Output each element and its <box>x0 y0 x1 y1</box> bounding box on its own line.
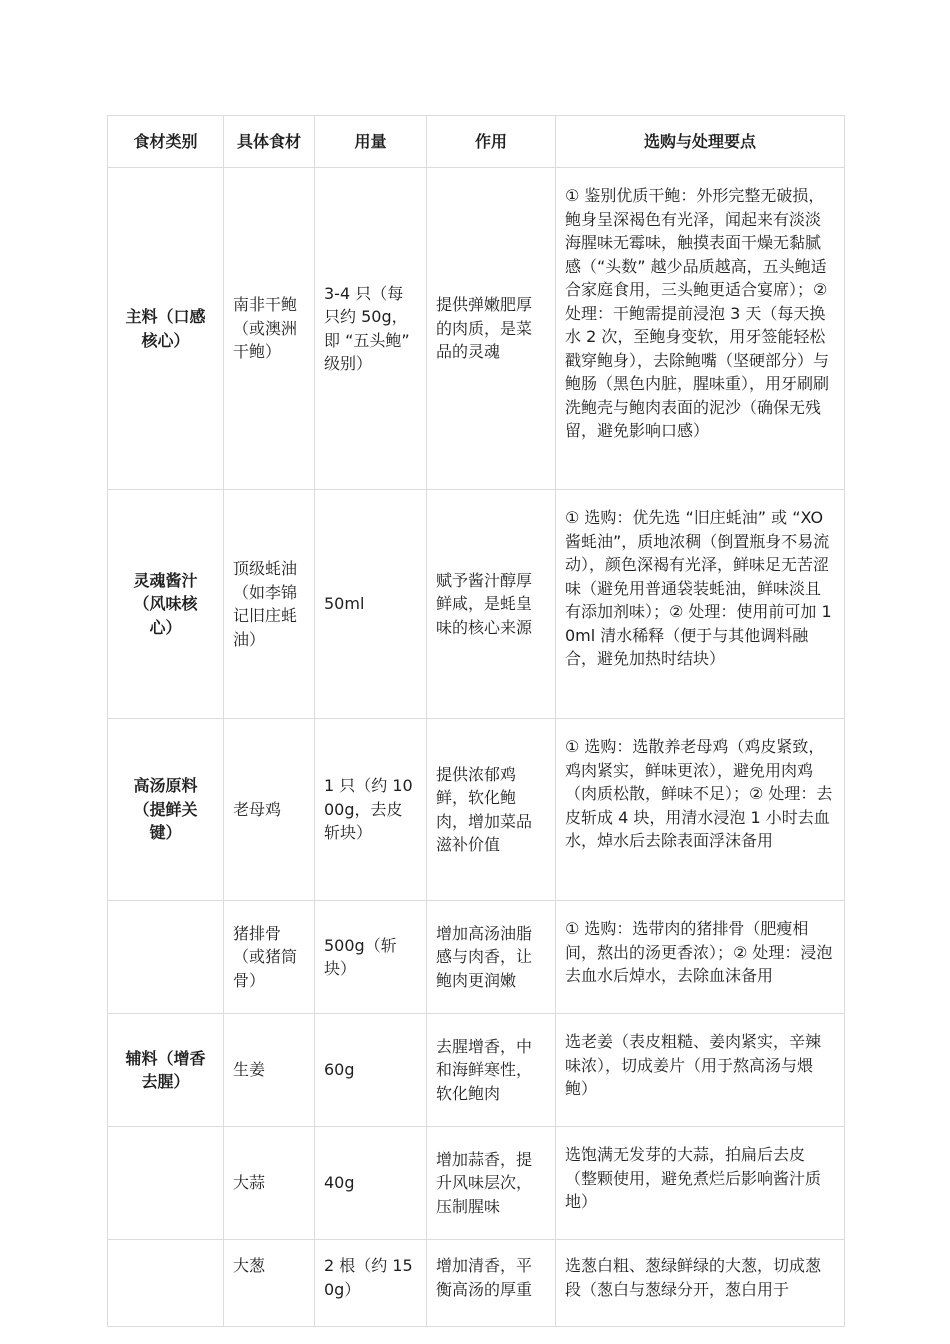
amount-cell: 2 根（约 150g） <box>315 1240 427 1327</box>
table-row <box>108 490 845 719</box>
amount-cell: 500g（斩块） <box>315 901 427 1014</box>
amount-cell: 40g <box>315 1127 427 1240</box>
header-amount: 用量 <box>315 116 427 168</box>
header-category: 食材类别 <box>108 116 224 168</box>
category-cell <box>108 901 224 1014</box>
table-header-row <box>108 116 845 168</box>
amount-cell: 60g <box>315 1014 427 1127</box>
header-ingredient: 具体食材 <box>224 116 315 168</box>
header-role: 作用 <box>427 116 556 168</box>
category-cell: 辅料（增香去腥） <box>108 1014 224 1127</box>
tips-cell: ① 选购：优先选 “旧庄蚝油” 或 “XO 酱蚝油”，质地浓稠（倒置瓶身不易流动），颜色深褐有光泽，鲜味足无苦涩味（避免用普通袋装蚝油，鲜味淡且有添加剂味）；② 处理：使用前可加 10ml 清水稀释（便于与其他调料融合，避免加热时结块） <box>556 490 845 719</box>
role-cell: 提供浓郁鸡鲜，软化鲍肉，增加菜品滋补价值 <box>427 719 556 901</box>
role-cell: 增加蒜香，提升风味层次，压制腥味 <box>427 1127 556 1240</box>
amount-cell: 50ml <box>315 490 427 719</box>
table-row <box>108 719 845 901</box>
ingredient-cell: 南非干鲍（或澳洲干鲍） <box>224 168 315 490</box>
ingredient-cell: 大葱 <box>224 1240 315 1327</box>
table-row <box>108 1014 845 1127</box>
tips-cell: 选饱满无发芽的大蒜，拍扁后去皮（整颗使用，避免煮烂后影响酱汁质地） <box>556 1127 845 1240</box>
tips-cell: ① 鉴别优质干鲍：外形完整无破损，鲍身呈深褐色有光泽，闻起来有淡淡海腥味无霉味，触摸表面干燥无黏腻感（“头数” 越少品质越高，五头鲍适合家庭食用，三头鲍更适合宴席）；② 处理：干鲍需提前浸泡 3 天（每天换水 2 次，至鲍身变软，用牙签能轻松戳穿鲍身），去除鲍嘴（坚硬部分）与鲍肠（黑色内脏，腥味重），用牙刷刷洗鲍壳与鲍肉表面的泥沙（确保无残留，避免影响口感） <box>556 168 845 490</box>
category-cell <box>108 1240 224 1327</box>
tips-cell: 选葱白粗、葱绿鲜绿的大葱，切成葱段（葱白与葱绿分开，葱白用于 <box>556 1240 845 1327</box>
ingredient-cell: 生姜 <box>224 1014 315 1127</box>
table-row <box>108 168 845 490</box>
tips-cell: ① 选购：选带肉的猪排骨（肥瘦相间，熬出的汤更香浓）；② 处理：浸泡去血水后焯水，去除血沫备用 <box>556 901 845 1014</box>
role-cell: 增加高汤油脂感与肉香，让鲍肉更润嫩 <box>427 901 556 1014</box>
tips-cell: ① 选购：选散养老母鸡（鸡皮紧致，鸡肉紧实，鲜味更浓），避免用肉鸡（肉质松散，鲜味不足）；② 处理：去皮斩成 4 块，用清水浸泡 1 小时去血水，焯水后去除表面浮沫备用 <box>556 719 845 901</box>
tips-cell: 选老姜（表皮粗糙、姜肉紧实，辛辣味浓），切成姜片（用于熬高汤与煨鲍） <box>556 1014 845 1127</box>
ingredient-cell: 老母鸡 <box>224 719 315 901</box>
role-cell: 去腥增香，中和海鲜寒性，软化鲍肉 <box>427 1014 556 1127</box>
role-cell: 增加清香，平衡高汤的厚重 <box>427 1240 556 1327</box>
table-row <box>108 1127 845 1240</box>
amount-cell: 1 只（约 1000g，去皮斩块） <box>315 719 427 901</box>
role-cell: 提供弹嫩肥厚的肉质，是菜品的灵魂 <box>427 168 556 490</box>
ingredient-cell: 猪排骨（或猪筒骨） <box>224 901 315 1014</box>
role-cell: 赋予酱汁醇厚鲜咸，是蚝皇味的核心来源 <box>427 490 556 719</box>
category-cell: 高汤原料（提鲜关键） <box>108 719 224 901</box>
ingredient-table <box>107 115 845 1327</box>
table-row <box>108 1240 845 1327</box>
category-cell: 主料（口感核心） <box>108 168 224 490</box>
header-tips: 选购与处理要点 <box>556 116 845 168</box>
ingredient-cell: 大蒜 <box>224 1127 315 1240</box>
ingredient-cell: 顶级蚝油（如李锦记旧庄蚝油） <box>224 490 315 719</box>
category-cell: 灵魂酱汁（风味核心） <box>108 490 224 719</box>
amount-cell: 3-4 只（每只约 50g，即 “五头鲍” 级别） <box>315 168 427 490</box>
table-row <box>108 901 845 1014</box>
category-cell <box>108 1127 224 1240</box>
